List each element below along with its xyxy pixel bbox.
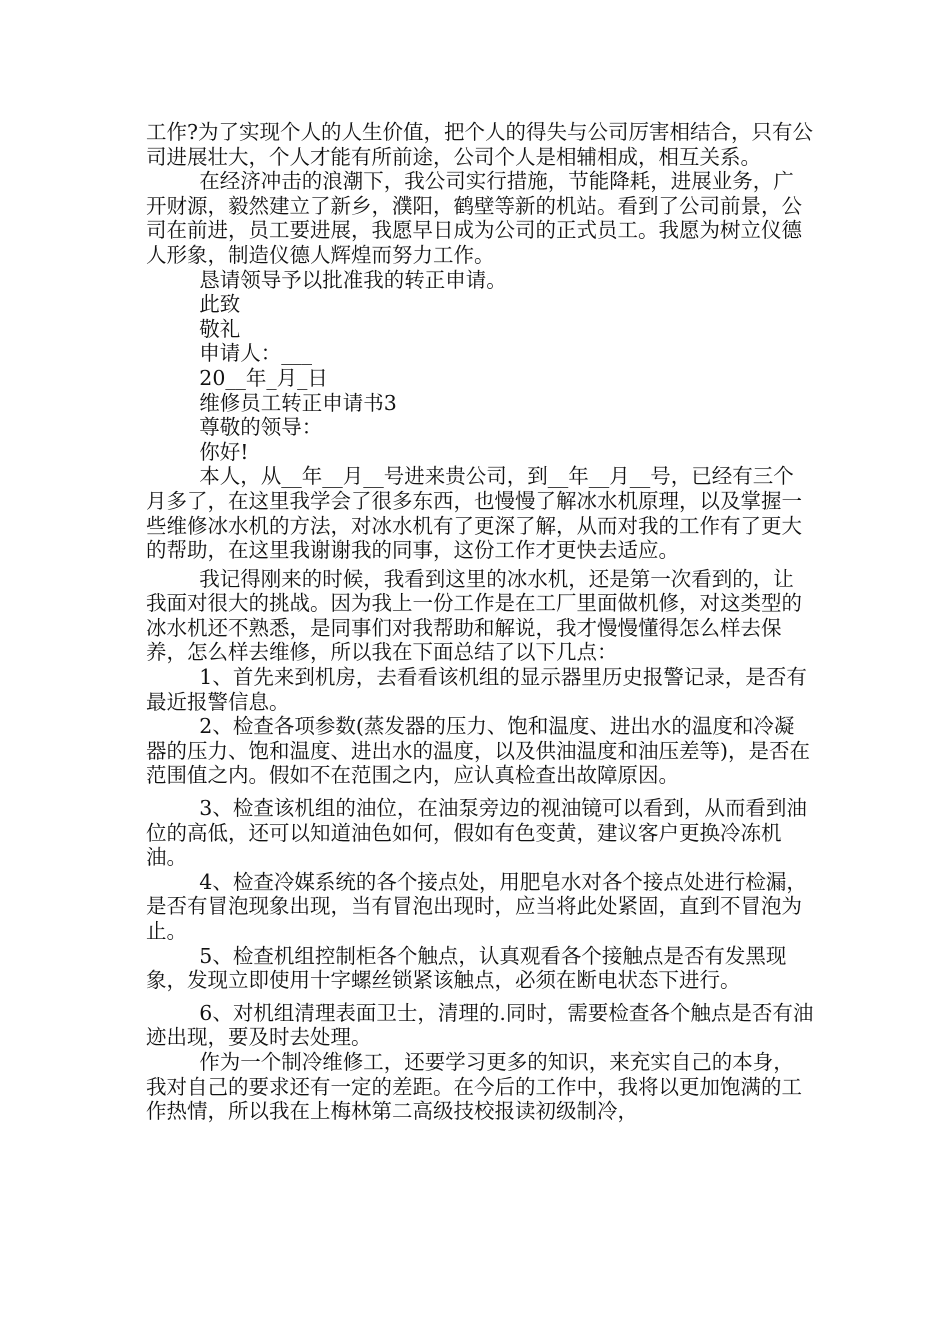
greeting-addressee: 尊敬的领导：: [199, 415, 323, 440]
paragraph-request: 恳请领导予以批准我的转正申请。: [199, 267, 507, 292]
paragraph-first-impression: 我记得刚来的时候，我看到这里的冰水机，还是第一次看到的，让我面对很大的挑战。因为我上一份工作是在工厂里面做机修，对这类型的冰水机还不熟悉，是同事们对我帮助和解说，我才慢慢懂得怎么样去保养，怎么样去维修，所以我在下面总结了以下几点：: [146, 566, 802, 665]
closing-regards: 敬礼: [199, 316, 241, 341]
paragraph-economy: 在经济冲击的浪潮下，我公司实行措施，节能降耗，进展业务，广开财源，毅然建立了新乡，濮阳，鹤壁等新的机站。看到了公司前景，公司在前进，员工要进展，我愿早日成为公司的正式员工。我愿为树立仪德人形象，制造仪德人辉煌而努力工作。: [146, 169, 802, 267]
list-item-4: 4、检查冷媒系统的各个接点处，用肥皂水对各个接点处进行检漏，是否有冒泡现象出现，当有冒泡出现时，应当将此处紧固，直到不冒泡为止。: [146, 869, 807, 943]
paragraph-self-intro: 本人，从__年__月__号进来贵公司，到__年__月__号，已经有三个月多了，在这里我学会了很多东西，也慢慢了解冰水机原理，以及掌握一些维修冰水机的方法，对冰水机有了更深了解，从而对我的工作有了更大的帮助，在这里我谢谢我的同事，这份工作才更快去适应。: [146, 464, 802, 563]
closing-salutation: 此致: [199, 292, 241, 317]
paragraph-intro-continued: 工作?为了实现个人的人生价值，把个人的得失与公司厉害相结合，只有公司进展壮大，个人才能有所前途，公司个人是相辅相成，相互关系。: [146, 120, 813, 169]
list-item-6: 6、对机组清理表面卫士，清理的.同时，需要检查各个触点是否有油迹出现，要及时去处理。: [146, 1000, 814, 1050]
list-item-5: 5、检查机组控制柜各个触点，认真观看各个接触点是否有发黑现象，发现立即使用十字螺丝锁紧该触点，必须在断电状态下进行。: [146, 943, 787, 993]
section-title: 维修员工转正申请书3: [199, 390, 397, 415]
document-body: [146, 120, 814, 1124]
list-item-3: 3、检查该机组的油位，在油泵旁边的视油镜可以看到，从而看到油位的高低，还可以知道油色如何，假如有色变黄，建议客户更换冷冻机油。: [146, 796, 807, 870]
date-line: 20__年_月_日: [199, 365, 328, 390]
applicant-line: 申请人：___: [199, 341, 313, 366]
paragraph-conclusion: 作为一个制冷维修工，还要学习更多的知识，来充实自己的本身，我对自己的要求还有一定的差距。在今后的工作中，我将以更加饱满的工作热情，所以我在上梅林第二高级技校报读初级制冷，: [146, 1049, 802, 1124]
list-item-1: 1、首先来到机房，去看看该机组的显示器里历史报警记录，是否有最近报警信息。: [146, 665, 807, 714]
greeting-hello: 你好!: [199, 439, 249, 464]
list-item-2: 2、检查各项参数(蒸发器的压力、饱和温度、进出水的温度和冷凝器的压力、饱和温度、进出水的温度，以及供油温度和油压差等)，是否在范围值之内。假如不在范围之内，应认真检查出故障原因。: [146, 714, 810, 788]
